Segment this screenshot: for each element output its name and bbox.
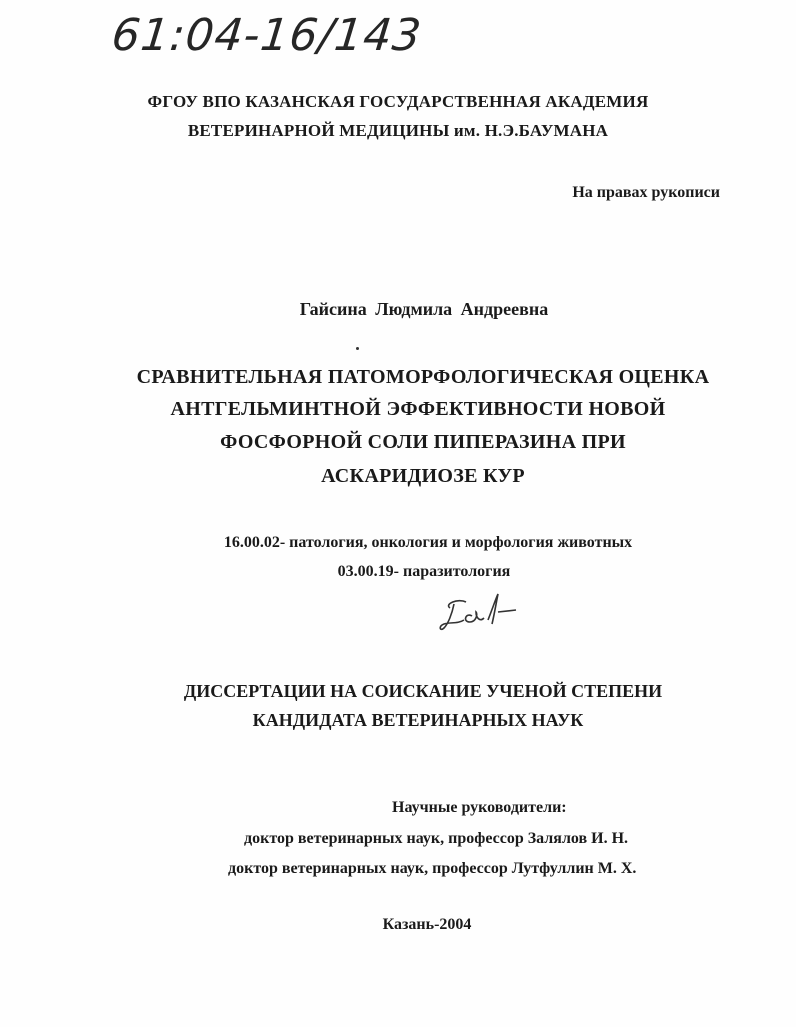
title-line-4: АСКАРИДИОЗЕ КУР — [321, 465, 525, 487]
handwritten-signature — [436, 590, 532, 640]
title-line-1: СРАВНИТЕЛЬНАЯ ПАТОМОРФОЛОГИЧЕСКАЯ ОЦЕНКА — [136, 366, 710, 388]
supervisor-1: доктор ветеринарных наук, профессор Залялов И. Н. — [244, 830, 629, 847]
title-line-3: ФОСФОРНОЙ СОЛИ ПИПЕРАЗИНА ПРИ — [220, 431, 626, 453]
supervisor-2: доктор ветеринарных наук, профессор Лутфуллин М. Х. — [228, 860, 637, 877]
handwritten-archive-number: 61:04-16/143 — [109, 10, 425, 61]
degree-line-2: КАНДИДАТА ВЕТЕРИНАРНЫХ НАУК — [252, 710, 584, 730]
supervisors-heading: Научные руководители: — [392, 799, 567, 816]
institution-line-2: ВЕТЕРИНАРНОЙ МЕДИЦИНЫ им. Н.Э.БАУМАНА — [187, 121, 609, 140]
specialty-line-2: 03.00.19- паразитология — [337, 563, 511, 580]
institution-line-1: ФГОУ ВПО КАЗАНСКАЯ ГОСУДАРСТВЕННАЯ АКАДЕМИЯ — [147, 92, 649, 111]
rights-note: На правах рукописи — [572, 184, 720, 201]
title-line-2: АНТГЕЛЬМИНТНОЙ ЭФФЕКТИВНОСТИ НОВОЙ — [170, 398, 666, 420]
city-year: Казань-2004 — [382, 916, 472, 933]
specialty-line-1: 16.00.02- патология, онкология и морфология животных — [223, 534, 633, 551]
degree-line-1: ДИССЕРТАЦИИ НА СОИСКАНИЕ УЧЕНОЙ СТЕПЕНИ — [183, 681, 663, 701]
scan-speck — [356, 347, 359, 350]
author-name: Гайсина Людмила Андреевна — [299, 299, 549, 319]
